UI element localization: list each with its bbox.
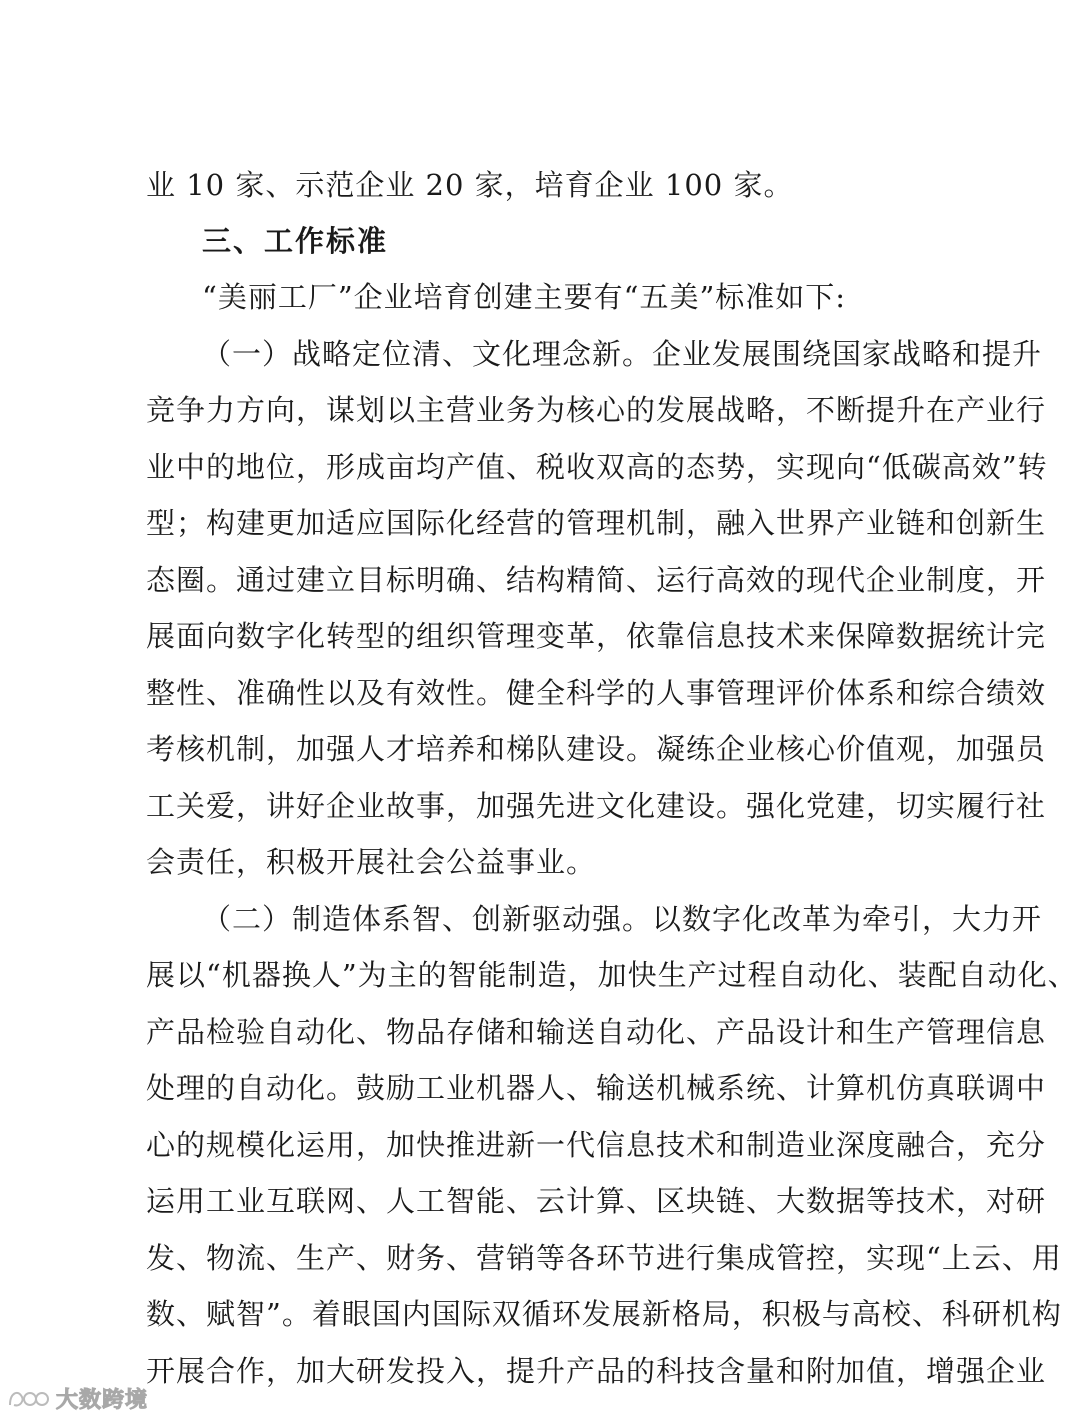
paragraph-line: 竞争力方向，谋划以主营业务为核心的发展战略，不断提升在产业行: [146, 393, 1047, 427]
paragraph-line: 发、物流、生产、财务、营销等各环节进行集成管控，实现“上云、用: [146, 1241, 1062, 1275]
paragraph-line: 产品检验自动化、物品存储和输送自动化、产品设计和生产管理信息: [146, 1015, 1047, 1049]
paragraph-line: 工关爱，讲好企业故事，加强先进文化建设。强化党建，切实履行社: [146, 789, 1047, 823]
paragraph-line: 运用工业互联网、人工智能、云计算、区块链、大数据等技术，对研: [146, 1184, 1047, 1218]
paragraph-line: 型；构建更加适应国际化经营的管理机制，融入世界产业链和创新生: [146, 506, 1047, 540]
paragraph-line: 业 10 家、示范企业 20 家，培育企业 100 家。: [146, 168, 794, 202]
paragraph-line: 展以“机器换人”为主的智能制造，加快生产过程自动化、装配自动化、: [146, 958, 1078, 992]
paragraph-line: （二）制造体系智、创新驱动强。以数字化改革为牵引，大力开: [202, 902, 1043, 936]
paragraph-line: （一）战略定位清、文化理念新。企业发展围绕国家战略和提升: [202, 337, 1043, 371]
paragraph-line: 考核机制，加强人才培养和梯队建设。凝练企业核心价值观，加强员: [146, 732, 1047, 766]
paragraph-line: 展面向数字化转型的组织管理变革，依靠信息技术来保障数据统计完: [146, 619, 1047, 653]
paragraph-line: 整性、准确性以及有效性。健全科学的人事管理评价体系和综合绩效: [146, 676, 1047, 710]
paragraph-line: 开展合作，加大研发投入，提升产品的科技含量和附加值，增强企业: [146, 1354, 1047, 1388]
paragraph-line: 态圈。通过建立目标明确、结构精简、运行高效的现代企业制度，开: [146, 563, 1047, 597]
watermark-text: 大数跨境: [56, 1387, 149, 1413]
paragraph-line: 业中的地位，形成亩均产值、税收双高的态势，实现向“低碳高效”转: [146, 450, 1048, 484]
paragraph-line: 处理的自动化。鼓励工业机器人、输送机械系统、计算机仿真联调中: [146, 1071, 1047, 1105]
watermark-logo-icon: [6, 1385, 50, 1411]
paragraph-line: “美丽工厂”企业培育创建主要有“五美”标准如下:: [202, 280, 847, 314]
watermark: [6, 1383, 148, 1413]
paragraph-line: 数、赋智”。着眼国内国际双循环发展新格局，积极与高校、科研机构: [146, 1297, 1062, 1331]
section-heading: 三、工作标准: [202, 224, 389, 258]
paragraph-line: 心的规模化运用，加快推进新一代信息技术和制造业深度融合，充分: [146, 1128, 1047, 1162]
paragraph-line: 会责任，积极开展社会公益事业。: [146, 845, 597, 879]
